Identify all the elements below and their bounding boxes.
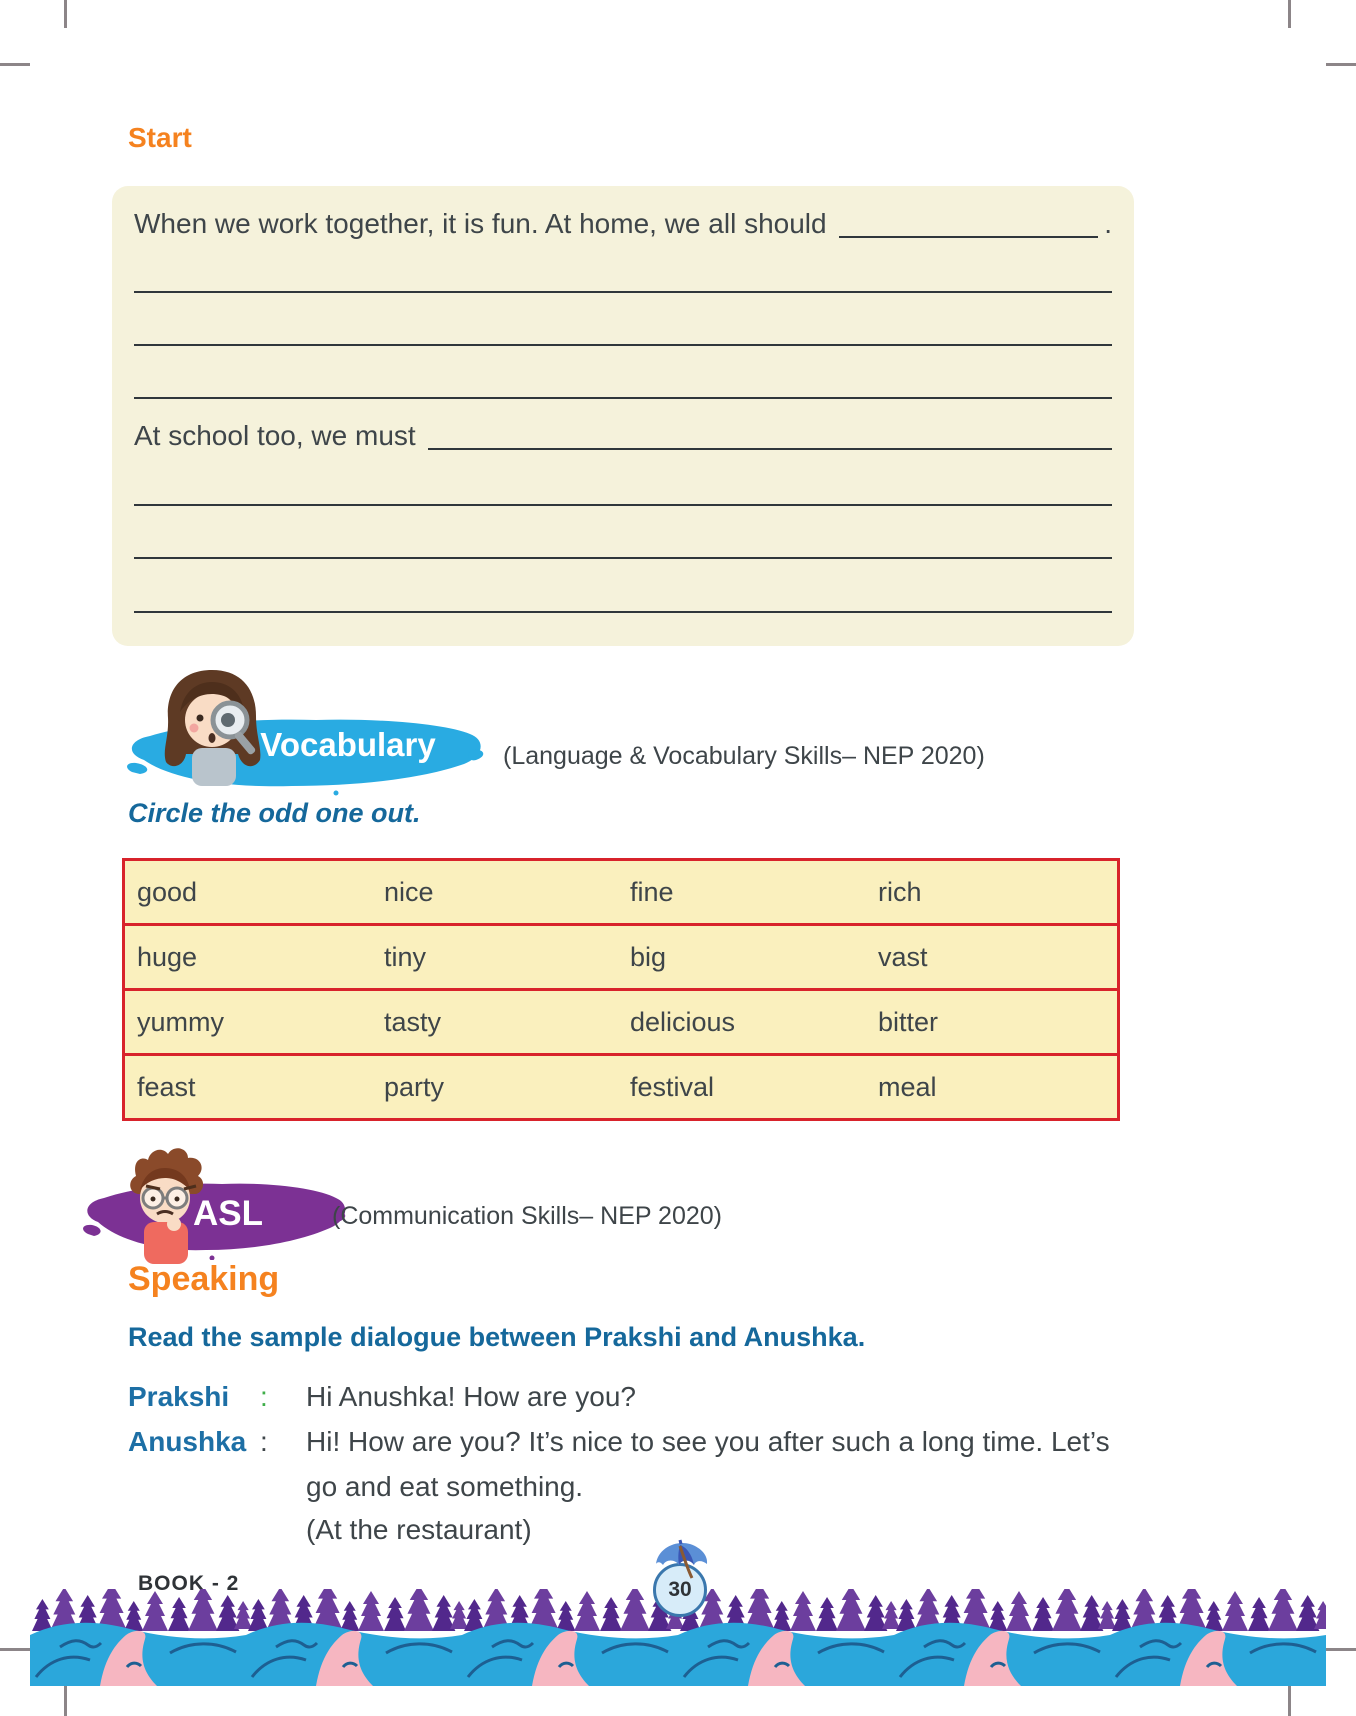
- start-heading: Start: [128, 122, 192, 153]
- writing-sentence-2: [134, 418, 1112, 454]
- table-cell: rich: [878, 876, 922, 907]
- crop-mark: [1326, 1648, 1356, 1651]
- umbrella-icon: [650, 1538, 714, 1582]
- table-cell: delicious: [630, 1006, 736, 1037]
- speaking-heading: Speaking: [128, 1260, 280, 1298]
- table-cell: bitter: [878, 1006, 939, 1037]
- dialogue-block: [128, 1374, 1146, 1552]
- writing-line: [134, 504, 1112, 506]
- writing-line: [134, 557, 1112, 559]
- stage-direction: (At the restaurant): [306, 1514, 532, 1545]
- table-cell: vast: [878, 941, 928, 972]
- table-cell: meal: [878, 1071, 937, 1102]
- table-cell: party: [384, 1071, 445, 1102]
- dialogue-colon: :: [260, 1381, 268, 1412]
- answer-blank: [428, 418, 1112, 450]
- table-cell: festival: [630, 1071, 715, 1102]
- table-cell: yummy: [137, 1006, 224, 1037]
- dialogue-row: [128, 1419, 1146, 1509]
- writing-line: [134, 397, 1112, 399]
- vocabulary-instruction: Circle the odd one out.: [128, 798, 421, 828]
- crop-mark: [1326, 63, 1356, 66]
- speaker-name: Prakshi: [128, 1381, 230, 1412]
- book-label: BOOK - 2: [138, 1572, 240, 1595]
- crop-mark: [64, 1686, 67, 1716]
- table-cell: tasty: [384, 1006, 442, 1037]
- table-row: [125, 861, 1117, 923]
- odd-one-out-table: [122, 858, 1120, 1121]
- crop-mark: [0, 63, 30, 66]
- crop-mark: [0, 1648, 30, 1651]
- crop-mark: [64, 0, 67, 28]
- dialogue-text: Hi! How are you? It’s nice to see you after such a long time. Let’s go and eat something.: [306, 1426, 1110, 1502]
- writing-exercise-box: [112, 186, 1134, 646]
- table-cell: big: [630, 941, 667, 972]
- crop-mark: [1288, 0, 1291, 28]
- table-cell: huge: [137, 941, 198, 972]
- vocabulary-skills-note: (Language & Vocabulary Skills– NEP 2020): [503, 742, 985, 770]
- dialogue-text: Hi Anushka! How are you?: [306, 1381, 636, 1412]
- asl-banner-label: ASL: [193, 1194, 263, 1233]
- dialogue-colon: :: [260, 1426, 268, 1457]
- sentence-period: .: [1104, 208, 1112, 239]
- table-row: [125, 1053, 1117, 1118]
- dialogue-instruction: Read the sample dialogue between Prakshi and Anushka.: [128, 1322, 866, 1352]
- table-row: [125, 923, 1117, 988]
- table-cell: good: [137, 876, 198, 907]
- dialogue-row: [128, 1374, 1146, 1419]
- table-cell: nice: [384, 876, 434, 907]
- crop-mark: [1288, 1686, 1291, 1716]
- writing-sentence-1: [134, 206, 1112, 242]
- answer-blank: [839, 206, 1099, 238]
- vocabulary-banner-label: Vocabulary: [260, 726, 436, 763]
- writing-line: [134, 344, 1112, 346]
- table-cell: tiny: [384, 941, 427, 972]
- sentence-text: When we work together, it is fun. At home, we all should: [134, 208, 827, 239]
- table-cell: feast: [137, 1071, 196, 1102]
- writing-line: [134, 291, 1112, 293]
- writing-line: [134, 611, 1112, 613]
- speaker-name: Anushka: [128, 1426, 247, 1457]
- table-row: [125, 988, 1117, 1053]
- table-cell: fine: [630, 876, 674, 907]
- asl-skills-note: (Communication Skills– NEP 2020): [332, 1202, 722, 1230]
- sentence-text: At school too, we must: [134, 420, 416, 451]
- page-number-badge: 30: [653, 1563, 707, 1617]
